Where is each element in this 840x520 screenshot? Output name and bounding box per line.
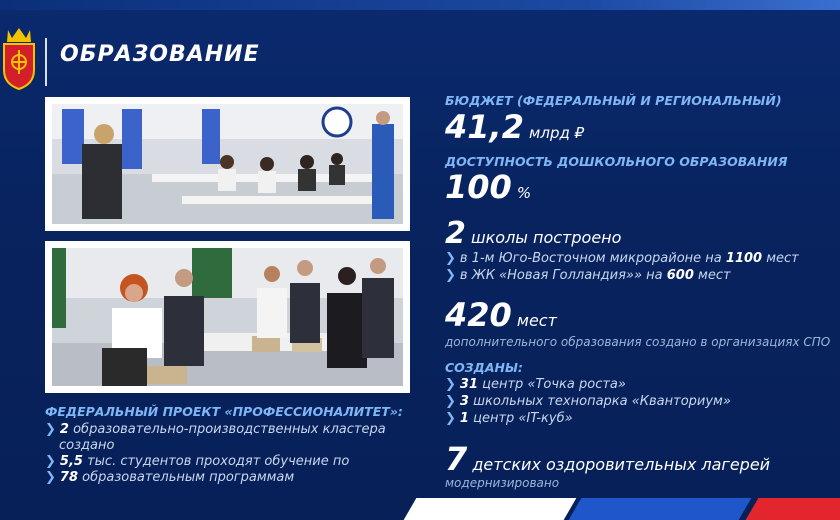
project-item-2: ❯ 5,5 тыс. студентов проходят обучение по xyxy=(45,454,350,469)
project-item-1: ❯ 2 образовательно-производственных кластера xyxy=(45,422,386,437)
school-item-2: ❯ в ЖК «Новая Голландия»» на 600 мест xyxy=(445,268,731,283)
created-item-3: ❯ 1 центр «IT-куб» xyxy=(445,411,573,426)
page-title: ОБРАЗОВАНИЕ xyxy=(60,42,260,67)
places-sub: дополнительного образования создано в организациях СПО xyxy=(445,335,831,349)
access-unit: % xyxy=(516,184,532,202)
project-label: ФЕДЕРАЛЬНЫЙ ПРОЕКТ «ПРОФЕССИОНАЛИТЕТ»: xyxy=(45,404,403,419)
budget-label: БЮДЖЕТ (ФЕДЕРАЛЬНЫЙ И РЕГИОНАЛЬНЫЙ) xyxy=(445,93,782,108)
budget-unit: млрд ₽ xyxy=(529,124,585,142)
camps-value: 7 xyxy=(445,440,468,478)
places-unit: мест xyxy=(516,311,557,330)
places-row xyxy=(445,296,557,334)
camps-text: детских оздоровительных лагерей xyxy=(472,455,771,474)
created-item-1: ❯ 31 центр «Точка роста» xyxy=(445,377,626,392)
created-item-2: ❯ 3 школьных технопарка «Кванториум» xyxy=(445,394,731,409)
classroom-photo-1 xyxy=(45,97,410,231)
access-value: 100 xyxy=(445,168,512,206)
created-label: СОЗДАНЫ: xyxy=(445,360,523,375)
project-item-1-cont: создано xyxy=(59,438,115,453)
stripe-blue xyxy=(569,498,752,520)
access-value-row xyxy=(445,168,531,206)
coat-of-arms-emblem xyxy=(0,22,38,90)
top-bar xyxy=(0,0,840,10)
places-value: 420 xyxy=(445,296,512,334)
project-item-3: ❯ 78 образовательным программам xyxy=(45,470,295,485)
schools-value: 2 xyxy=(445,216,466,251)
camps-row xyxy=(445,440,770,478)
budget-value: 41,2 xyxy=(445,108,524,146)
stripe-white xyxy=(404,498,577,520)
camps-sub: модернизировано xyxy=(445,476,560,490)
budget-value-row xyxy=(445,108,584,146)
schools-text: школы построено xyxy=(470,228,622,247)
header-divider xyxy=(45,38,47,86)
school-item-1: ❯ в 1-м Юго-Восточном микрорайоне на 1100 мест xyxy=(445,251,799,266)
classroom-photo-2 xyxy=(45,241,410,393)
stripe-red xyxy=(746,498,840,520)
schools-row xyxy=(445,216,621,251)
access-label: ДОСТУПНОСТЬ ДОШКОЛЬНОГО ОБРАЗОВАНИЯ xyxy=(445,154,788,169)
